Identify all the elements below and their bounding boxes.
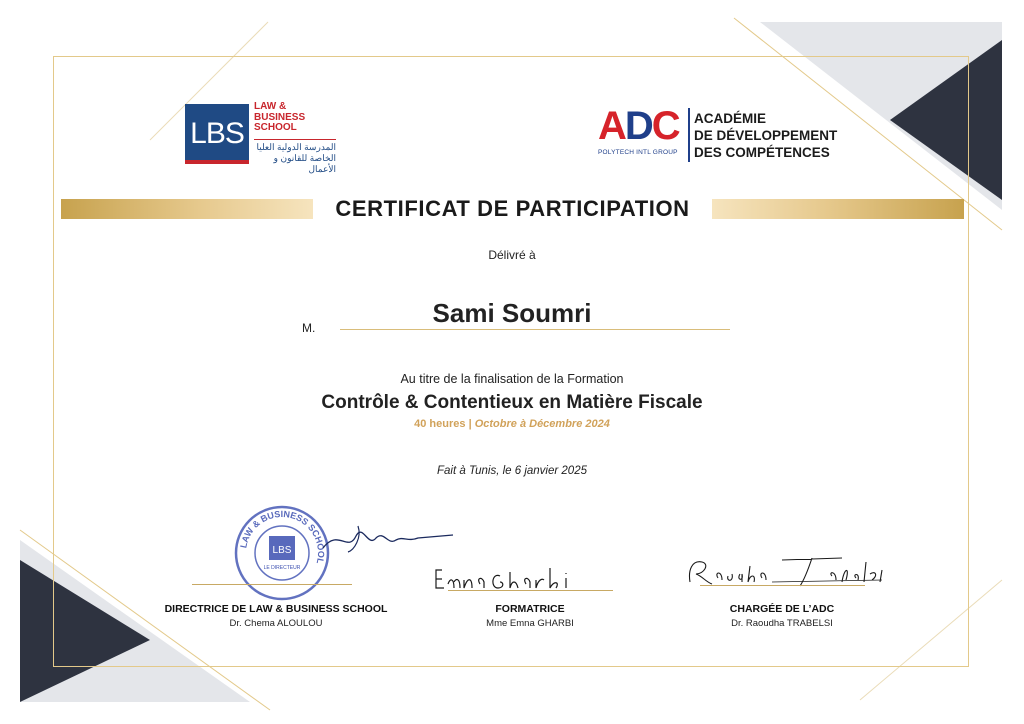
course-title: Contrôle & Contentieux en Matière Fiscale (321, 392, 703, 413)
adc-letter-c: C (651, 104, 679, 148)
chargee-signature-line (700, 585, 865, 586)
lbs-line-1: LAW & (254, 101, 287, 112)
lbs-line-2: BUSINESS (254, 111, 306, 123)
place-and-date: Fait à Tunis, le 6 janvier 2025 (436, 465, 587, 477)
lbs-logo-arabic (254, 142, 336, 175)
title-band-left (61, 199, 313, 219)
adc-line-2: DE DÉVELOPPEMENT (694, 128, 838, 143)
delivered-to-label: Délivré à (488, 248, 536, 262)
formatrice-signature-line (448, 590, 613, 591)
lbs-logo-wordmark (254, 102, 305, 134)
formatrice-role: FORMATRICE (495, 603, 565, 615)
signature-block-formatrice (400, 603, 660, 629)
lbs-arabic-line-1: المدرسة الدولية العليا (256, 142, 336, 152)
adc-line-3: DES COMPÉTENCES (694, 145, 830, 160)
formatrice-name: Mme Emna GHARBI (486, 618, 574, 629)
formatrice-signature-image (430, 562, 610, 598)
director-name: Dr. Chema ALOULOU (229, 618, 323, 629)
stamp-inner-label: LE DIRECTEUR (263, 565, 301, 571)
adc-letter-d: D (624, 104, 652, 148)
lbs-logo-text: LBS (190, 117, 244, 150)
adc-logo-wordmark (694, 110, 837, 161)
course-intro: Au titre de la finalisation de la Formation (400, 372, 624, 386)
course-hours: 40 heures (414, 418, 466, 430)
course-meta-separator: | (468, 418, 472, 430)
stamp-inner-mark: LBS (272, 545, 292, 556)
stamp-ring-text: LAW & BUSINESS SCHOOL (238, 508, 327, 565)
director-role: DIRECTRICE DE LAW & BUSINESS SCHOOL (164, 603, 388, 615)
lbs-line-3: SCHOOL (254, 122, 297, 133)
course-meta (212, 418, 812, 430)
adc-logo-mark (598, 106, 679, 146)
adc-line-1: ACADÉMIE (694, 111, 767, 126)
signature-block-chargee (652, 603, 912, 629)
honorific: M. (302, 321, 316, 335)
director-signature-line (192, 584, 352, 585)
lbs-logo-rule (254, 139, 336, 140)
chargee-signature-image (682, 552, 892, 592)
adc-letter-a: A (598, 104, 625, 148)
lbs-arabic-line-2: الخاصة للقانون و الأعمال (273, 153, 336, 174)
title-band-right (712, 199, 964, 219)
director-signature-image (318, 518, 458, 558)
chargee-role: CHARGÉE DE L’ADC (729, 603, 835, 615)
certificate-title: CERTIFICAT DE PARTICIPATION (335, 196, 690, 221)
recipient-underline (340, 329, 730, 330)
official-stamp (232, 503, 332, 603)
lbs-logo-mark (185, 104, 249, 164)
adc-logo-subtitle: POLYTECH INTL GROUP (598, 149, 678, 156)
course-period: Octobre à Décembre 2024 (474, 418, 610, 430)
recipient-name: Sami Soumri (432, 298, 592, 328)
lbs-logo-bar (185, 160, 249, 164)
adc-logo-separator (688, 108, 690, 162)
chargee-name: Dr. Raoudha TRABELSI (731, 618, 833, 629)
signature-block-director (146, 603, 406, 629)
